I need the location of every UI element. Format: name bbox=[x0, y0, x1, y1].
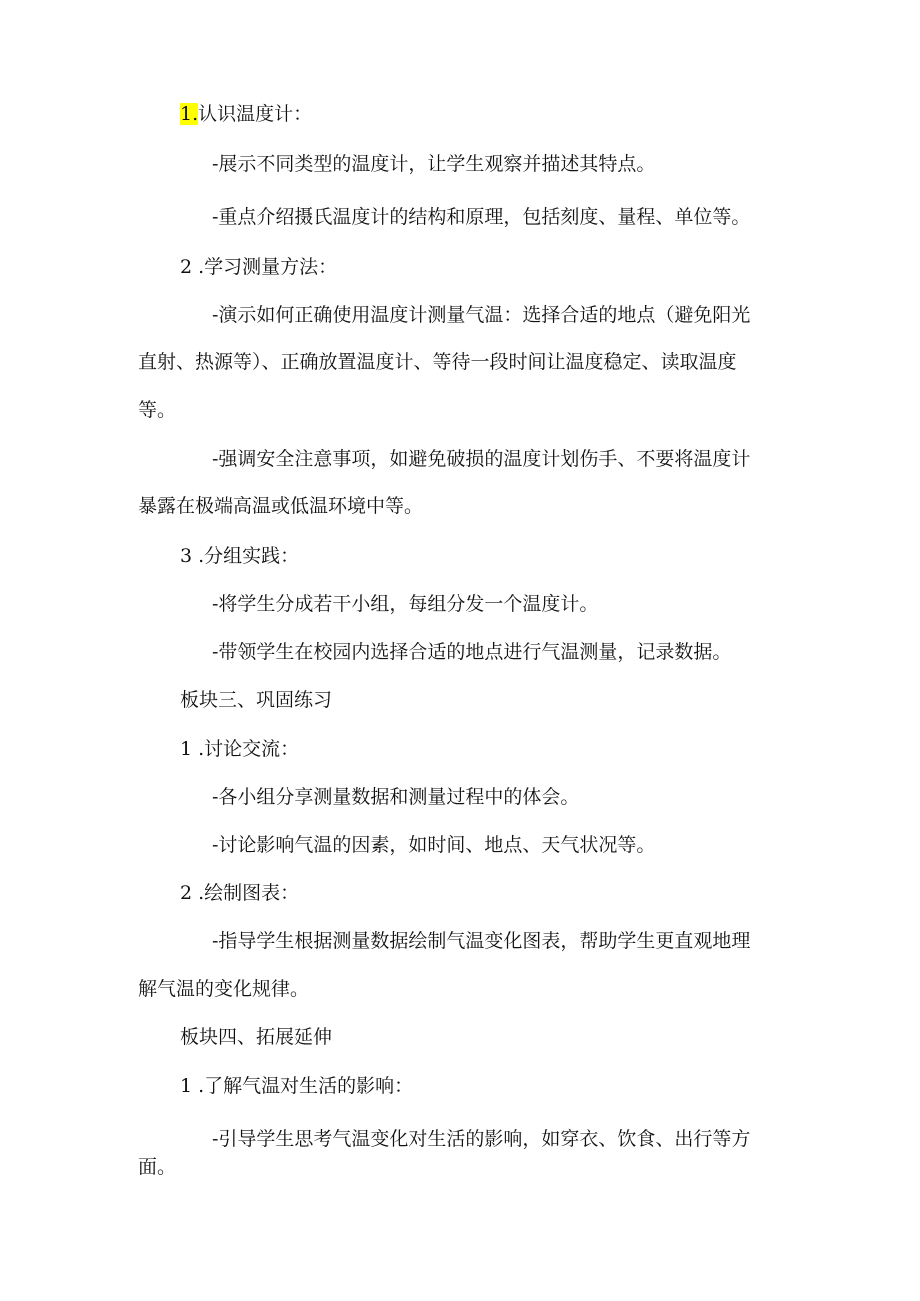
paragraph-line: -带领学生在校园内选择合适的地点进行气温测量，记录数据。 bbox=[212, 641, 732, 663]
paragraph-line: 暴露在极端高温或低温环境中等。 bbox=[138, 495, 424, 517]
paragraph-line: -引导学生思考气温变化对生活的影响，如穿衣、饮食、出行等方 bbox=[212, 1128, 751, 1150]
paragraph-line: 等。 bbox=[138, 399, 177, 421]
paragraph-line: -演示如何正确使用温度计测量气温：选择合适的地点（避免阳光 bbox=[212, 304, 751, 326]
paragraph-line: -讨论影响气温的因素，如时间、地点、天气状况等。 bbox=[212, 834, 656, 856]
highlight-number: 1. bbox=[180, 103, 199, 125]
paragraph-line: -各小组分享测量数据和测量过程中的体会。 bbox=[212, 786, 580, 808]
paragraph-line: -指导学生根据测量数据绘制气温变化图表，帮助学生更直观地理 bbox=[212, 930, 751, 952]
heading-learn-method: 2 .学习测量方法： bbox=[180, 256, 338, 278]
paragraph-line: 直射、热源等）、正确放置温度计、等待一段时间让温度稳定、读取温度 bbox=[138, 351, 737, 373]
heading-life-impact: 1 .了解气温对生活的影响： bbox=[180, 1075, 414, 1097]
paragraph-line: -强调安全注意事项，如避免破损的温度计划伤手、不要将温度计 bbox=[212, 448, 751, 470]
heading-text: 认识温度计： bbox=[198, 103, 313, 125]
paragraph-line: -重点介绍摄氏温度计的结构和原理，包括刻度、量程、单位等。 bbox=[212, 206, 751, 228]
section-heading: 板块四、拓展延伸 bbox=[180, 1026, 333, 1048]
heading-draw-chart: 2 .绘制图表： bbox=[180, 882, 300, 904]
heading-know-thermometer bbox=[180, 101, 312, 127]
heading-discussion: 1 .讨论交流： bbox=[180, 738, 300, 760]
paragraph-line: -展示不同类型的温度计，让学生观察并描述其特点。 bbox=[212, 153, 656, 175]
paragraph-line: 解气温的变化规律。 bbox=[138, 978, 310, 1000]
heading-group-practice: 3 .分组实践： bbox=[180, 545, 300, 567]
paragraph-line: 面。 bbox=[138, 1156, 177, 1178]
section-heading: 板块三、巩固练习 bbox=[180, 689, 333, 711]
paragraph-line: -将学生分成若干小组，每组分发一个温度计。 bbox=[212, 593, 599, 615]
